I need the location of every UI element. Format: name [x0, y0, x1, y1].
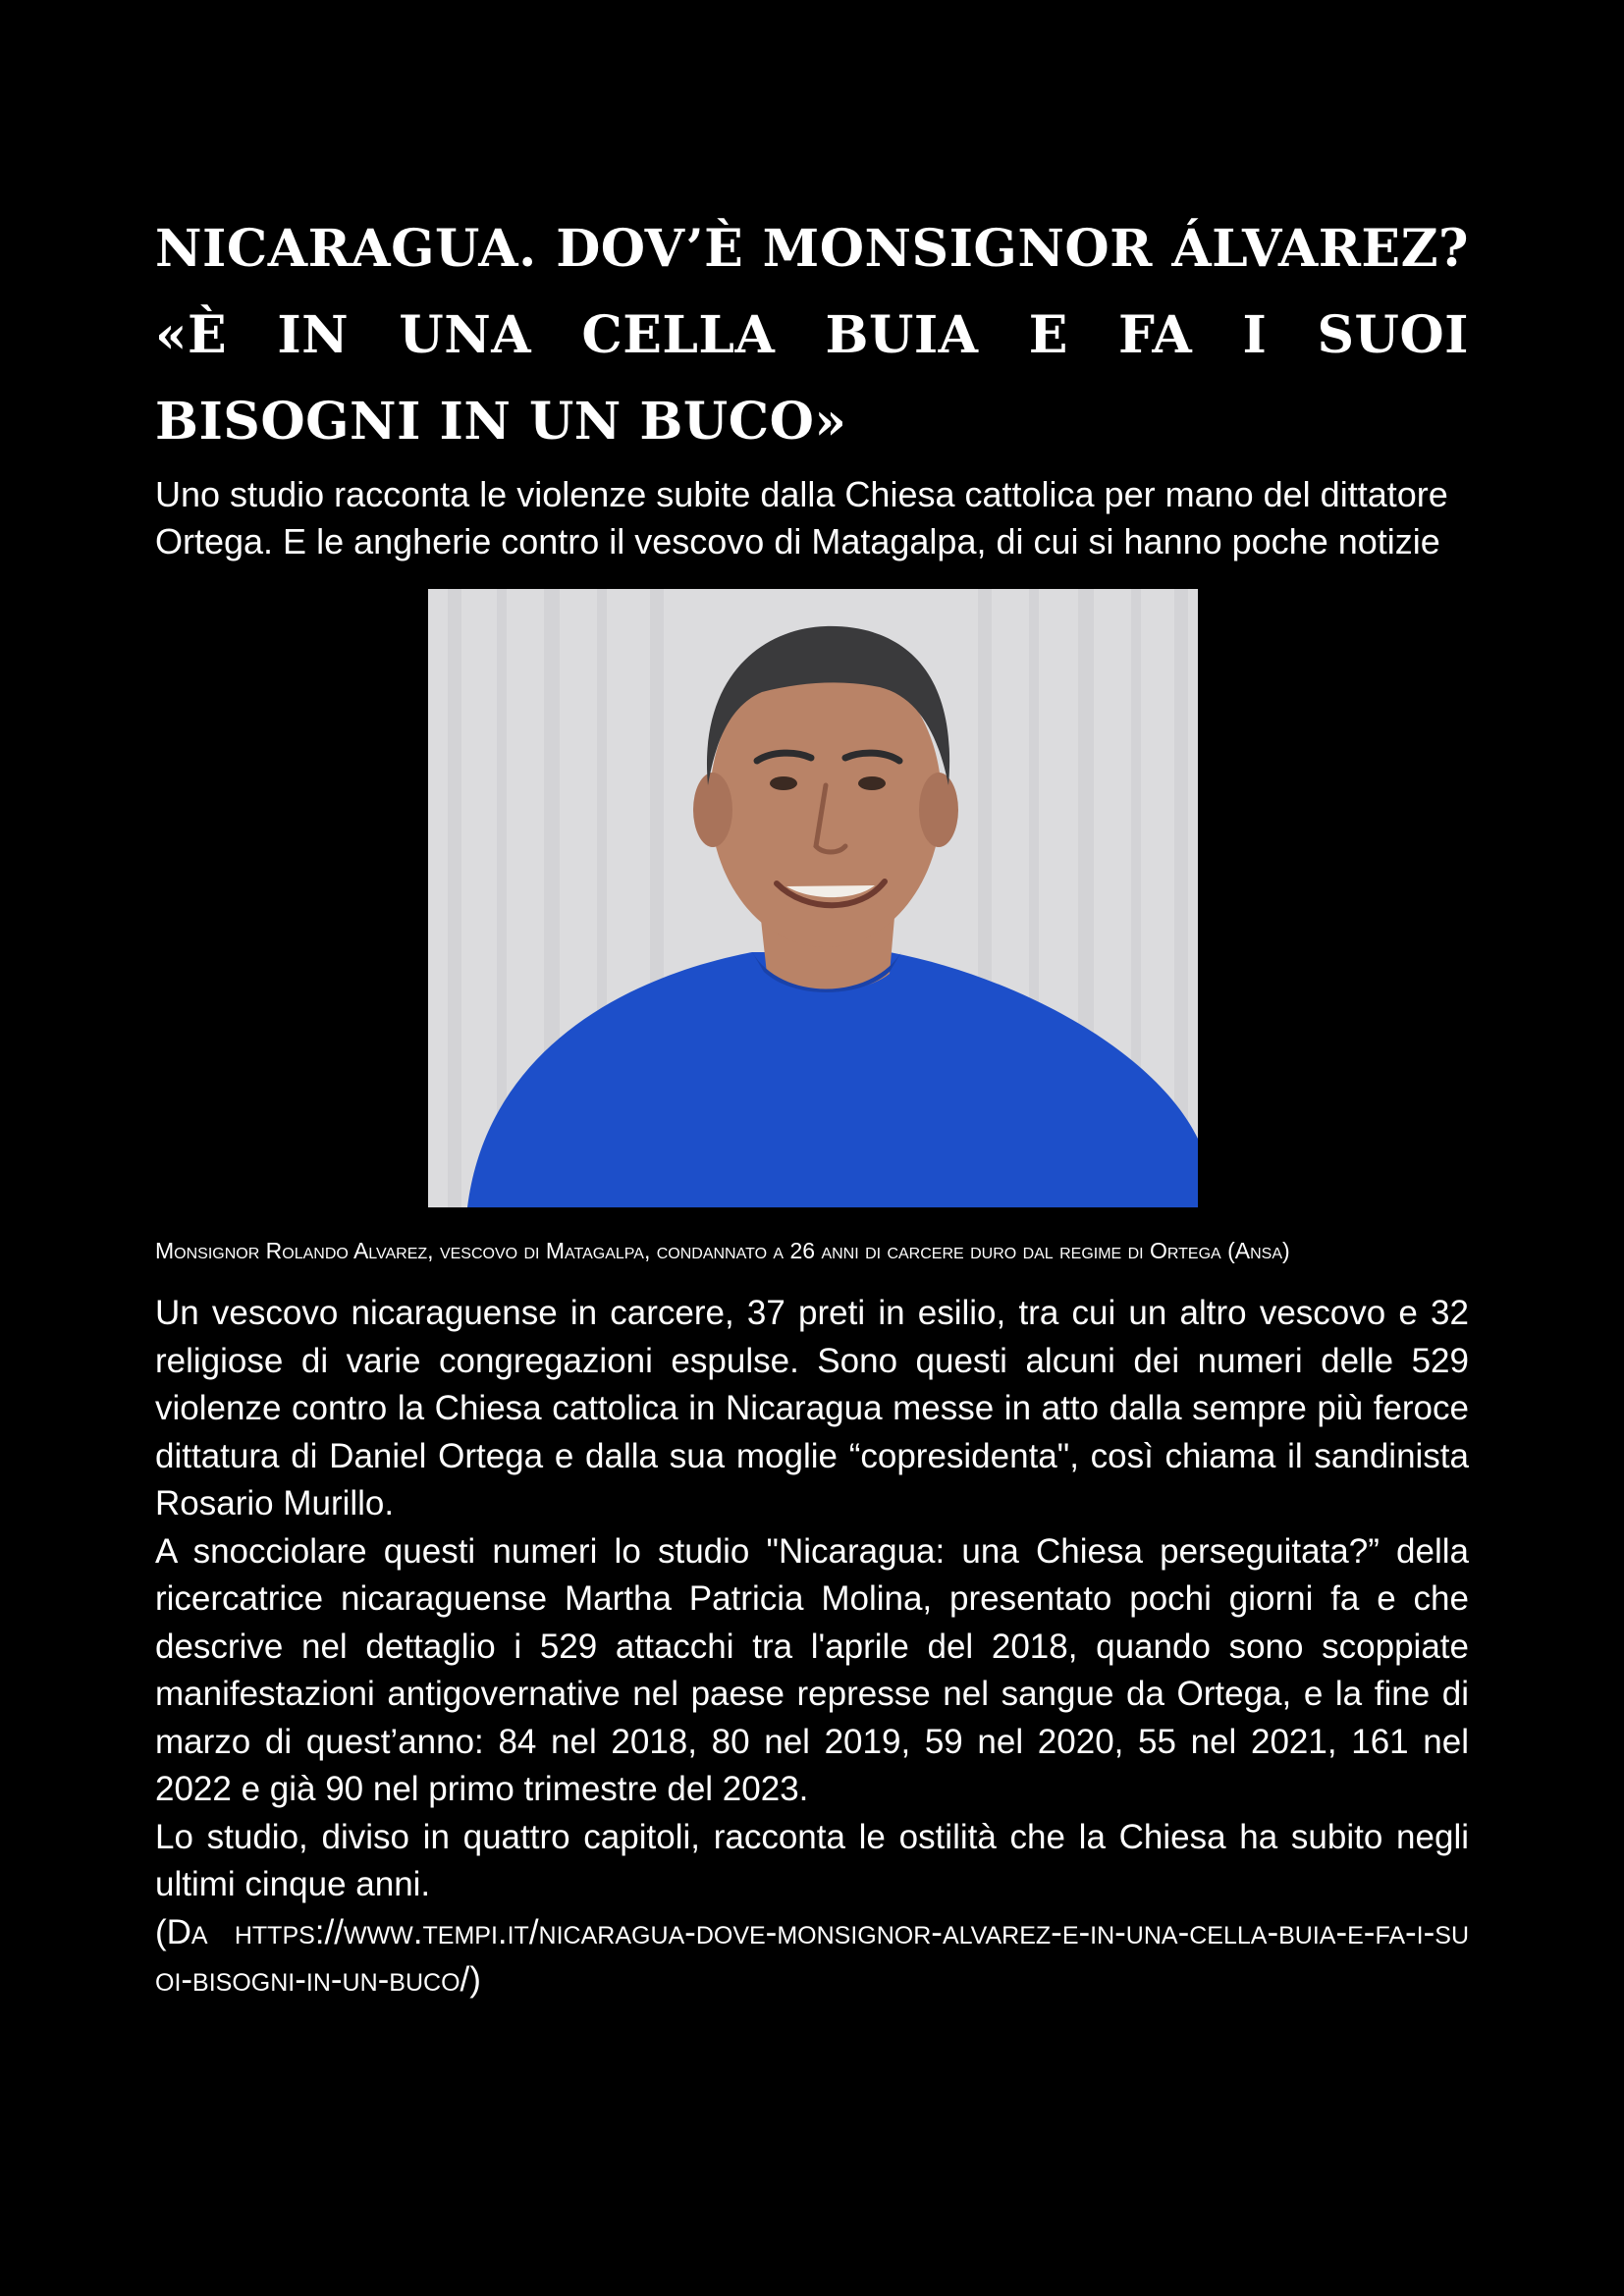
portrait-photo-icon — [428, 589, 1198, 1207]
article-title: NICARAGUA. DOV’È MONSIGNOR ÁLVAREZ? «È IN UNA CELLA BUIA E FA I SUOI BISOGNI IN UN BUCO» — [155, 219, 1469, 452]
article-page — [155, 206, 1469, 2004]
article-subtitle: Uno studio racconta le violenze subite dalla Chiesa cattolica per mano del dittatore Ortega. E le angherie contro il vescovo di Matagalpa, di cui si hanno poche notizie — [155, 474, 1448, 561]
article-body — [155, 1290, 1469, 2004]
body-paragraph: A snocciolare questi numeri lo studio "Nicaragua: una Chiesa perseguitata?” della ricercatrice nicaraguense Martha Patricia Molina, presentato pochi giorni fa e che descrive nel dettaglio i 529 attacchi tra l'aprile del 2018, quando sono scoppiate manifestazioni antigovernative nel paese represse nel sangue da Ortega, e la fine di marzo di quest’anno: 84 nel 2018, 80 nel 2019, 59 nel 2020, 55 nel 2021, 161 nel 2022 e già 90 nel primo trimestre del 2023. — [155, 1531, 1469, 1808]
source-link[interactable]: (Da https://www.tempi.it/nicaragua-dove-monsignor-alvarez-e-in-una-cella-buia-e-fa-i-suoi-bisogni-in-un-buco/) — [155, 1912, 1469, 1999]
article-photo — [428, 589, 1198, 1207]
body-paragraph: Un vescovo nicaraguense in carcere, 37 preti in esilio, tra cui un altro vescovo e 32 religiose di varie congregazioni espulse. Sono questi alcuni dei numeri delle 529 violenze contro la Chiesa cattolica in Nicaragua messe in atto dalla sempre più feroce dittatura di Daniel Ortega e dalla sua moglie “copresidenta", così chiama il sandinista Rosario Murillo. — [155, 1294, 1469, 1522]
photo-caption: Monsignor Rolando Alvarez, vescovo di Matagalpa, condannato a 26 anni di carcere duro dal regime di Ortega (Ansa) — [155, 1238, 1290, 1263]
body-paragraph: Lo studio, diviso in quattro capitoli, racconta le ostilità che la Chiesa ha subito negli ultimi cinque anni. — [155, 1817, 1469, 1903]
